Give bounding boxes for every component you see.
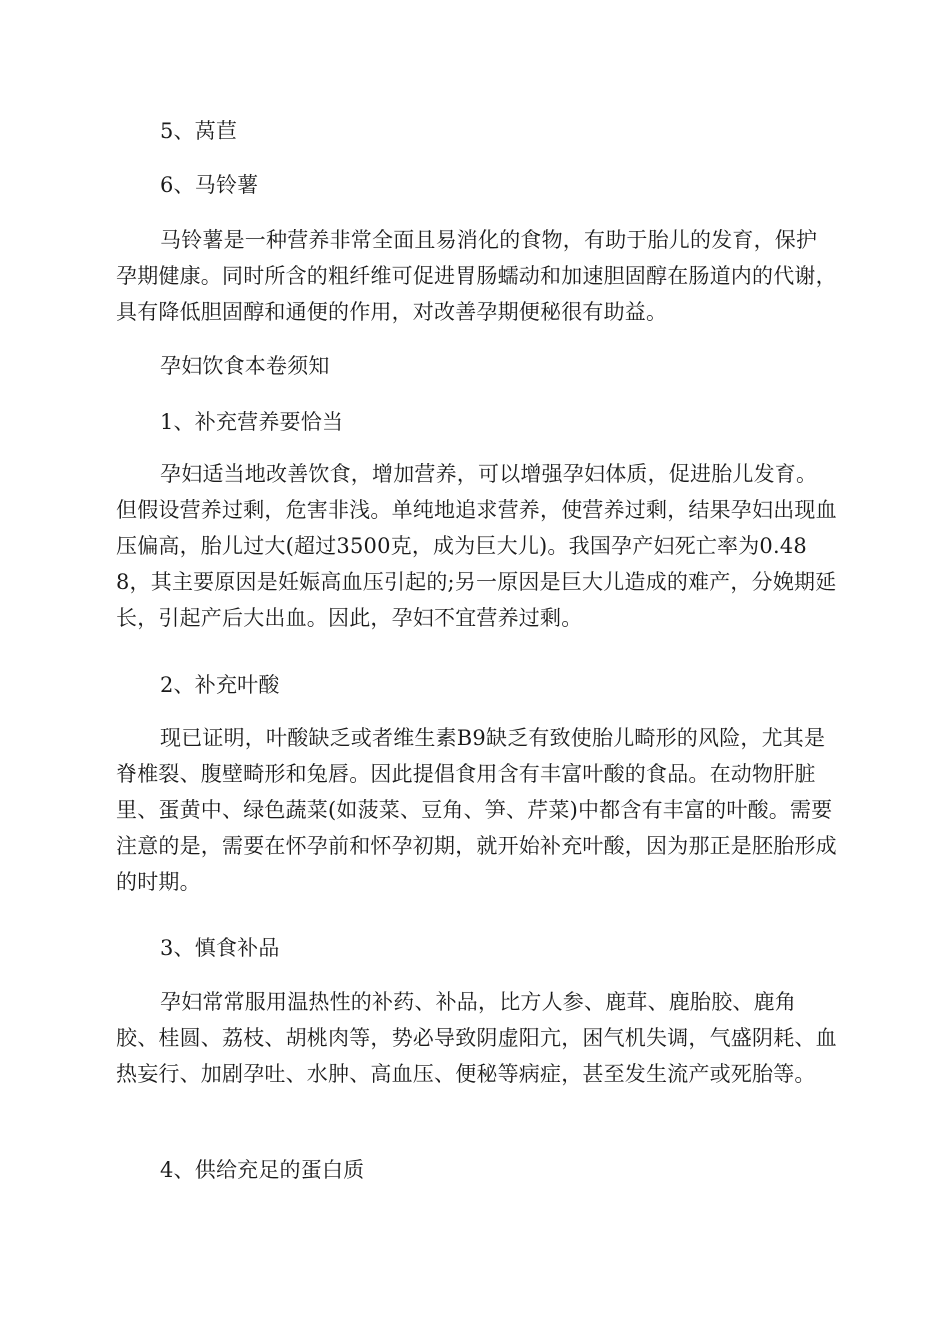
heading-nutrition: 1、补充营养要恰当 bbox=[160, 410, 344, 434]
paragraph-potato: 马铃薯是一种营养非常全面且易消化的食物，有助于胎儿的发育，保护孕期健康。同时所含的粗纤维可促进胃肠蠕动和加速胆固醇在肠道内的代谢，具有降低胆固醇和通便的作用，对改善孕期便秘很有助益。 bbox=[116, 228, 837, 324]
heading-potato: 6、马铃薯 bbox=[160, 173, 259, 197]
heading-folic-acid: 2、补充叶酸 bbox=[160, 673, 280, 697]
heading-lettuce: 5、莴苣 bbox=[160, 119, 238, 143]
paragraph-supplements: 孕妇常常服用温热性的补药、补品，比方人参、鹿茸、鹿胎胶、鹿角胶、桂圆、荔枝、胡桃肉等，势必导致阴虚阳亢，困气机失调，气盛阴耗、血热妄行、加剧孕吐、水肿、高血压、便秘等病症，甚至发生流产或死胎等。 bbox=[116, 990, 837, 1086]
heading-pregnancy-diet-notes: 孕妇饮食本卷须知 bbox=[160, 354, 330, 378]
paragraph-folic-acid: 现已证明，叶酸缺乏或者维生素B9缺乏有致使胎儿畸形的风险，尤其是脊椎裂、腹壁畸形和兔唇。因此提倡食用含有丰富叶酸的食品。在动物肝脏里、蛋黄中、绿色蔬菜(如菠菜、豆角、笋、芹菜)中都含有丰富的叶酸。需要注意的是，需要在怀孕前和怀孕初期，就开始补充叶酸，因为那正是胚胎形成的时期。 bbox=[116, 726, 837, 894]
heading-supplements: 3、慎食补品 bbox=[160, 936, 280, 960]
paragraph-nutrition: 孕妇适当地改善饮食，增加营养，可以增强孕妇体质，促进胎儿发育。但假设营养过剩，危害非浅。单纯地追求营养，使营养过剩，结果孕妇出现血压偏高，胎儿过大(超过3500克，成为巨大儿)。我国孕产妇死亡率为0.488，其主要原因是妊娠高血压引起的;另一原因是巨大儿造成的难产，分娩期延长，引起产后大出血。因此，孕妇不宜营养过剩。 bbox=[116, 462, 837, 630]
heading-protein: 4、供给充足的蛋白质 bbox=[160, 1158, 365, 1182]
